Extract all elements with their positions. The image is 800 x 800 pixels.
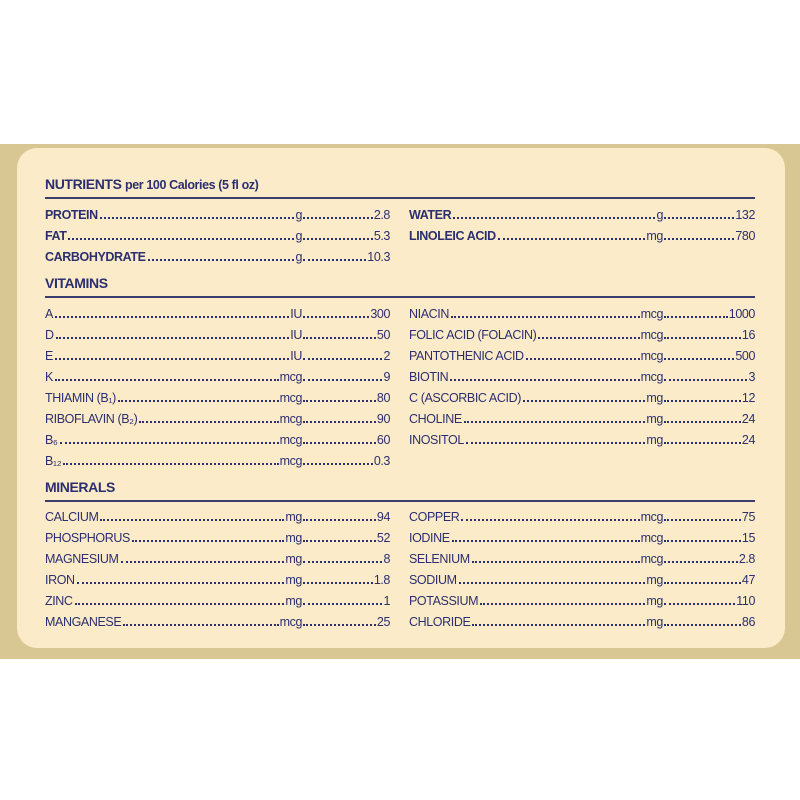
title-main: NUTRIENTS [45, 176, 122, 192]
nutrient-row [45, 504, 390, 525]
dot-leader [68, 238, 294, 240]
minerals-right [409, 504, 755, 630]
dot-leader [452, 540, 640, 542]
nutrient-value: 2.8 [373, 208, 390, 222]
nutrient-unit: mg [646, 391, 663, 405]
value-cell [303, 228, 390, 244]
nutrient-name: SELENIUM [409, 552, 470, 566]
value-cell [303, 551, 390, 567]
nutrient-row [409, 567, 755, 588]
vitamins-right [409, 301, 755, 448]
dot-leader [55, 379, 279, 381]
nutrient-name: BIOTIN [409, 370, 449, 384]
dot-leader [303, 582, 373, 584]
nutrient-value: 50 [376, 328, 390, 342]
nutrient-value: 24 [741, 412, 755, 426]
nutrient-name: PROTEIN [45, 208, 98, 222]
nutrient-name: CHLORIDE [409, 615, 471, 629]
value-cell [664, 509, 755, 525]
nutrient-row [45, 588, 390, 609]
nutrient-value: 24 [741, 433, 755, 447]
dot-leader [303, 379, 382, 381]
nutrient-row [409, 322, 755, 343]
nutrient-name: K [45, 370, 53, 384]
nutrient-name: PHOSPHORUS [45, 531, 130, 545]
value-cell [303, 369, 390, 385]
value-cell [303, 432, 390, 448]
dot-leader [121, 561, 285, 563]
dot-leader [664, 358, 734, 360]
value-cell [303, 390, 390, 406]
value-cell [664, 432, 755, 448]
nutrient-name: B₁₂ [45, 454, 62, 468]
vitamins-left [45, 301, 390, 469]
dot-leader [664, 582, 741, 584]
nutrient-unit: IU [290, 307, 302, 321]
nutrient-name: B₆ [45, 433, 58, 447]
value-cell [303, 249, 390, 265]
nutrient-row [409, 202, 755, 223]
nutrient-name: A [45, 307, 53, 321]
nutrient-unit: mcg [279, 412, 302, 426]
minerals-left [45, 504, 390, 630]
nutrient-name: CARBOHYDRATE [45, 250, 146, 264]
nutrient-row [409, 223, 755, 244]
dot-leader [303, 603, 382, 605]
nutrient-row [409, 406, 755, 427]
value-cell [303, 572, 390, 588]
nutrient-name: IRON [45, 573, 75, 587]
nutrient-row [45, 567, 390, 588]
dot-leader [461, 519, 639, 521]
dot-leader [303, 561, 382, 563]
nutrient-unit: mg [646, 433, 663, 447]
dot-leader [664, 603, 735, 605]
dot-leader [56, 337, 290, 339]
value-cell [664, 390, 755, 406]
nutrient-unit: g [295, 250, 302, 264]
dot-leader [303, 624, 376, 626]
dot-leader [459, 582, 646, 584]
nutrient-value: 52 [376, 531, 390, 545]
nutrient-unit: mg [646, 615, 663, 629]
dot-leader [464, 421, 646, 423]
nutrient-unit: mg [646, 229, 663, 243]
nutrient-value: 8 [383, 552, 390, 566]
nutrient-row [45, 427, 390, 448]
nutrient-value: 86 [741, 615, 755, 629]
nutrient-value: 10.3 [367, 250, 390, 264]
nutrient-unit: g [295, 229, 302, 243]
nutrient-value: 12 [741, 391, 755, 405]
value-cell [303, 614, 390, 630]
nutrient-unit: g [656, 208, 663, 222]
value-cell [664, 593, 755, 609]
dot-leader [303, 519, 376, 521]
nutrient-row [409, 504, 755, 525]
dot-leader [148, 259, 295, 261]
dot-leader [466, 442, 646, 444]
divider [45, 296, 755, 298]
nutrient-unit: mcg [279, 433, 302, 447]
nutrient-unit: mg [646, 412, 663, 426]
nutrient-unit: mcg [640, 552, 663, 566]
nutrient-value: 94 [376, 510, 390, 524]
nutrient-unit: mcg [640, 328, 663, 342]
dot-leader [55, 358, 289, 360]
nutrient-row [45, 448, 390, 469]
value-cell [664, 530, 755, 546]
nutrient-name: D [45, 328, 54, 342]
nutrient-unit: g [295, 208, 302, 222]
dot-leader [664, 400, 741, 402]
nutrient-name: THIAMIN (B₁) [45, 391, 116, 405]
nutrient-value: 2.8 [738, 552, 755, 566]
minerals-heading: MINERALS [45, 479, 115, 495]
dot-leader [100, 519, 284, 521]
panel-title [45, 176, 258, 192]
nutrient-row [45, 322, 390, 343]
nutrient-name: C (ASCORBIC ACID) [409, 391, 521, 405]
value-cell [664, 207, 755, 223]
dot-leader [664, 624, 741, 626]
dot-leader [664, 316, 728, 318]
nutrient-row [409, 301, 755, 322]
nutrient-value: 0.3 [373, 454, 390, 468]
nutrient-value: 75 [741, 510, 755, 524]
nutrient-unit: mcg [640, 510, 663, 524]
nutrient-name: POTASSIUM [409, 594, 479, 608]
title-sub: per 100 Calories (5 fl oz) [125, 178, 259, 192]
dot-leader [526, 358, 640, 360]
divider [45, 197, 755, 199]
nutrient-unit: mcg [640, 531, 663, 545]
nutrient-name: PANTOTHENIC ACID [409, 349, 524, 363]
value-cell [664, 306, 755, 322]
dot-leader [664, 421, 741, 423]
dot-leader [303, 259, 366, 261]
dot-leader [450, 379, 639, 381]
nutrient-name: COPPER [409, 510, 460, 524]
dot-leader [303, 358, 382, 360]
dot-leader [664, 217, 734, 219]
dot-leader [123, 624, 278, 626]
nutrient-value: 2 [383, 349, 390, 363]
nutrient-value: 1 [383, 594, 390, 608]
dot-leader [303, 337, 376, 339]
nutrient-value: 16 [741, 328, 755, 342]
dot-leader [664, 519, 741, 521]
vitamins-heading: VITAMINS [45, 275, 108, 291]
dot-leader [303, 442, 376, 444]
nutrient-row [409, 609, 755, 630]
nutrient-row [409, 385, 755, 406]
value-cell [664, 411, 755, 427]
nutrient-row [45, 364, 390, 385]
value-cell [664, 228, 755, 244]
nutrient-row [409, 546, 755, 567]
nutrient-name: E [45, 349, 53, 363]
value-cell [664, 348, 755, 364]
dot-leader [303, 316, 369, 318]
nutrient-row [45, 202, 390, 223]
nutrient-name: CALCIUM [45, 510, 99, 524]
nutrient-value: 110 [736, 594, 755, 608]
dot-leader [303, 217, 373, 219]
nutrient-name: NIACIN [409, 307, 449, 321]
nutrient-name: CHOLINE [409, 412, 462, 426]
dot-leader [664, 238, 734, 240]
dot-leader [664, 337, 741, 339]
nutrient-value: 15 [741, 531, 755, 545]
nutrient-value: 80 [376, 391, 390, 405]
nutrient-unit: IU [290, 328, 302, 342]
dot-leader [664, 540, 741, 542]
dot-leader [75, 603, 285, 605]
dot-leader [303, 238, 373, 240]
value-cell [664, 572, 755, 588]
nutrient-name: INOSITOL [409, 433, 464, 447]
nutrient-row [409, 343, 755, 364]
nutrient-unit: mg [285, 510, 302, 524]
dot-leader [303, 463, 373, 465]
nutrient-value: 60 [376, 433, 390, 447]
nutrient-row [45, 244, 390, 265]
nutrient-row [409, 525, 755, 546]
nutrient-row [45, 223, 390, 244]
nutrient-unit: mg [646, 594, 663, 608]
nutrient-name: MANGANESE [45, 615, 122, 629]
nutrient-name: MAGNESIUM [45, 552, 119, 566]
dot-leader [55, 316, 289, 318]
nutrient-unit: mcg [279, 391, 302, 405]
nutrient-name: LINOLEIC ACID [409, 229, 496, 243]
nutrient-row [45, 525, 390, 546]
value-cell [303, 306, 390, 322]
nutrient-name: IODINE [409, 531, 450, 545]
nutrients-right [409, 202, 755, 244]
nutrient-row [45, 609, 390, 630]
nutrient-value: 1.8 [373, 573, 390, 587]
nutrient-unit: mcg [640, 349, 663, 363]
nutrient-name: WATER [409, 208, 452, 222]
nutrient-value: 25 [376, 615, 390, 629]
nutrient-unit: mcg [279, 454, 302, 468]
dot-leader [132, 540, 285, 542]
dot-leader [523, 400, 645, 402]
nutrient-unit: mcg [279, 615, 302, 629]
nutrient-value: 90 [376, 412, 390, 426]
nutrient-value: 3 [748, 370, 755, 384]
dot-leader [664, 561, 738, 563]
value-cell [303, 593, 390, 609]
nutrient-unit: mcg [279, 370, 302, 384]
nutrient-row [45, 385, 390, 406]
dot-leader [63, 463, 278, 465]
nutrient-value: 47 [741, 573, 755, 587]
nutrient-unit: mcg [640, 370, 663, 384]
value-cell [664, 551, 755, 567]
dot-leader [664, 442, 741, 444]
nutrient-name: ZINC [45, 594, 73, 608]
nutrient-unit: mg [285, 594, 302, 608]
value-cell [303, 327, 390, 343]
value-cell [303, 207, 390, 223]
value-cell [303, 530, 390, 546]
nutrient-row [45, 301, 390, 322]
dot-leader [538, 337, 639, 339]
nutrient-value: 780 [735, 229, 755, 243]
nutrient-value: 5.3 [373, 229, 390, 243]
dot-leader [453, 217, 655, 219]
nutrient-name: RIBOFLAVIN (B₂) [45, 412, 138, 426]
nutrient-unit: mg [646, 573, 663, 587]
dot-leader [60, 442, 279, 444]
value-cell [303, 348, 390, 364]
nutrient-unit: mg [285, 573, 302, 587]
nutrient-name: FOLIC ACID (FOLACIN) [409, 328, 537, 342]
dot-leader [472, 624, 645, 626]
dot-leader [303, 540, 376, 542]
nutrient-row [409, 364, 755, 385]
divider [45, 500, 755, 502]
value-cell [664, 369, 755, 385]
nutrient-value: 1000 [728, 307, 755, 321]
nutrient-value: 9 [383, 370, 390, 384]
dot-leader [77, 582, 285, 584]
nutrient-row [45, 546, 390, 567]
dot-leader [118, 400, 279, 402]
dot-leader [664, 379, 747, 381]
value-cell [664, 327, 755, 343]
dot-leader [100, 217, 295, 219]
nutrient-name: FAT [45, 229, 67, 243]
value-cell [303, 509, 390, 525]
nutrient-row [45, 406, 390, 427]
nutrient-value: 300 [370, 307, 390, 321]
dot-leader [498, 238, 646, 240]
nutrient-name: SODIUM [409, 573, 457, 587]
value-cell [664, 614, 755, 630]
nutrient-unit: IU [290, 349, 302, 363]
dot-leader [480, 603, 645, 605]
value-cell [303, 453, 390, 469]
nutrient-row [409, 427, 755, 448]
dot-leader [303, 421, 376, 423]
dot-leader [139, 421, 278, 423]
dot-leader [451, 316, 640, 318]
nutrient-unit: mg [285, 531, 302, 545]
nutrient-row [45, 343, 390, 364]
nutrient-unit: mcg [640, 307, 663, 321]
value-cell [303, 411, 390, 427]
nutrient-row [409, 588, 755, 609]
nutrient-value: 500 [735, 349, 755, 363]
dot-leader [472, 561, 640, 563]
nutrients-left [45, 202, 390, 265]
nutrient-value: 132 [735, 208, 755, 222]
nutrient-unit: mg [285, 552, 302, 566]
dot-leader [303, 400, 376, 402]
